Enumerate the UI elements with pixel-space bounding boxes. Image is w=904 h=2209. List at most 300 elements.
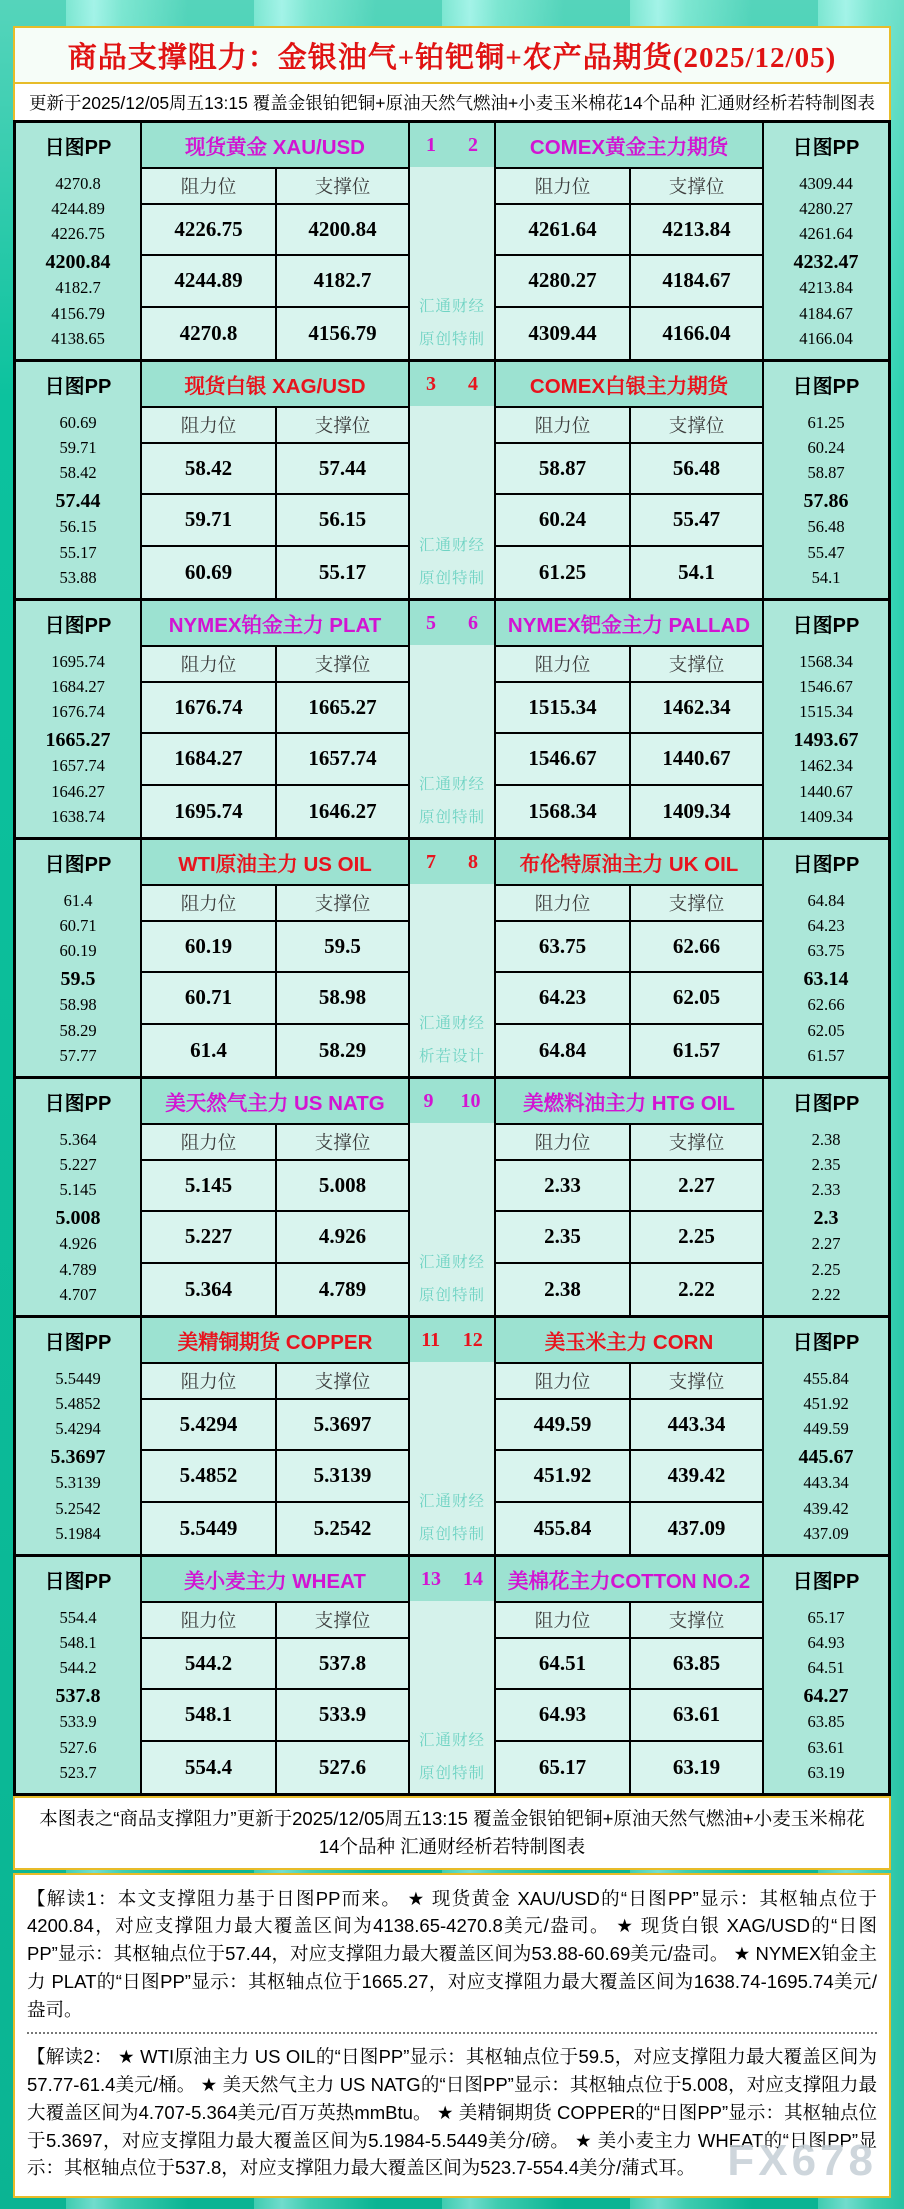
- pp-value: 65.17: [807, 1607, 845, 1627]
- panel-right: [496, 123, 762, 359]
- panel-right: [496, 840, 762, 1076]
- pp-values-left: [16, 167, 140, 359]
- panel-index-left: 13: [421, 1567, 441, 1590]
- support-value: 2.22: [629, 1264, 762, 1315]
- resistance-value: 64.23: [496, 973, 629, 1024]
- panel-index-right: 2: [468, 133, 478, 156]
- pp-values-right: [764, 1601, 888, 1793]
- pp-value: 1646.27: [51, 781, 105, 801]
- pp-value: 5.227: [59, 1155, 97, 1174]
- pp-value: 4226.75: [51, 224, 105, 244]
- huitong-watermark: [410, 533, 494, 598]
- note-2: 【解读2： ★ WTI原油主力 US OIL的“日图PP”显示：其枢轴点位于59.5，对应支撑阻力最大覆盖区间为57.77-61.4美元/桶。 ★ 美天然气主力 US NATG的“日图PP”显示：其枢轴点位于5.008，对应支撑阻力最大覆盖区间为4.707-5.364美元/百万英热mmBtu。 ★ 美精铜期货 COPPER的“日图PP”显示：其枢轴点位于5.3697，对应支撑阻力最大覆盖区间为5.1984-5.5449美分/磅。 ★ 美小麦主力 WHEAT的“日图PP”显示：其枢轴点位于537.8，对应支撑阻力最大覆盖区间为523.7-554.4美分/蒲式耳。: [27, 2046, 877, 2179]
- pp-value: 2.35: [811, 1155, 841, 1174]
- support-value: 2.25: [629, 1212, 762, 1263]
- panel-index-right: 6: [468, 611, 478, 634]
- panel-index-left: 5: [426, 611, 436, 634]
- resistance-value: 4280.27: [496, 256, 629, 307]
- resistance-value: 1546.67: [496, 734, 629, 785]
- panel-index-left: 7: [426, 850, 436, 873]
- support-header: 支撑位: [629, 886, 762, 922]
- daily-pp-column-right: [762, 601, 888, 837]
- sr-table-right: [496, 886, 762, 1076]
- resistance-value: 58.87: [496, 444, 629, 495]
- pp-pivot-value: 59.5: [60, 967, 96, 990]
- resistance-header: 阻力位: [142, 886, 275, 922]
- resistance-value: 60.69: [184, 559, 233, 584]
- resistance-value: 1568.34: [528, 798, 597, 823]
- support-value: 54.1: [629, 547, 762, 598]
- pp-value: 1638.74: [51, 806, 105, 826]
- daily-pp-label: 日图PP: [792, 136, 860, 159]
- resistance-header: 阻力位: [496, 1364, 629, 1400]
- pp-values-left: [16, 1362, 140, 1554]
- resistance-header: 阻力位: [142, 1603, 275, 1639]
- panel-index-right: 8: [468, 850, 478, 873]
- index-column: [408, 1557, 496, 1793]
- support-header: 支撑位: [629, 169, 762, 205]
- sr-table-right: [496, 1603, 762, 1793]
- support-value: 58.29: [275, 1025, 408, 1076]
- daily-pp-column-right: [762, 1557, 888, 1793]
- daily-pp-label: 日图PP: [44, 1092, 112, 1115]
- pp-value: 62.05: [807, 1020, 845, 1040]
- resistance-header: 阻力位: [142, 1364, 275, 1400]
- sr-table-left: [142, 169, 408, 359]
- pp-value: 64.51: [807, 1658, 845, 1678]
- instrument-name-left: 现货白银 XAG/USD: [142, 362, 408, 408]
- sr-table-left: [142, 1603, 408, 1793]
- commodity-row: [16, 362, 888, 601]
- daily-pp-column-right: [762, 840, 888, 1076]
- pp-value: 60.24: [807, 438, 845, 457]
- panel-left: [142, 1318, 408, 1554]
- resistance-value: 61.25: [538, 559, 587, 584]
- daily-pp-column-right: [762, 1079, 888, 1315]
- pp-pivot-value: 2.3: [813, 1206, 839, 1229]
- resistance-value: 2.33: [496, 1161, 629, 1212]
- pp-value: 61.57: [807, 1045, 845, 1065]
- watermark-line1: 汇通财经: [418, 537, 485, 554]
- watermark-line2: 原创特制: [418, 1526, 485, 1543]
- support-header: 支撑位: [275, 1125, 408, 1161]
- sr-table-right: [496, 169, 762, 359]
- pp-value: 1440.67: [799, 781, 853, 801]
- support-value: 2.27: [629, 1161, 762, 1212]
- pp-value: 63.75: [807, 941, 845, 961]
- sr-table-right: [496, 1364, 762, 1554]
- commodity-row: [16, 123, 888, 362]
- support-header: 支撑位: [629, 1364, 762, 1400]
- pp-value: 62.66: [807, 995, 845, 1015]
- resistance-value: 5.4852: [142, 1451, 275, 1502]
- panel-index-right: 14: [463, 1567, 483, 1590]
- pp-value: 58.98: [59, 995, 97, 1015]
- instrument-name-left: 美精铜期货 COPPER: [142, 1318, 408, 1364]
- pp-values-left: [16, 1123, 140, 1315]
- resistance-value: 1515.34: [496, 683, 629, 734]
- support-header: 支撑位: [275, 886, 408, 922]
- instrument-name-right: 布伦特原油主力 UK OIL: [496, 840, 762, 886]
- support-value: 1440.67: [629, 734, 762, 785]
- support-header: 支撑位: [629, 408, 762, 444]
- support-header: 支撑位: [275, 408, 408, 444]
- pp-pivot-value: 1665.27: [45, 728, 111, 751]
- instrument-name-right: COMEX白银主力期货: [496, 362, 762, 408]
- pp-value: 5.364: [59, 1129, 97, 1149]
- index-column: [408, 362, 496, 598]
- daily-pp-column-left: [16, 601, 142, 837]
- support-value: 62.05: [629, 973, 762, 1024]
- pp-value: 455.84: [803, 1368, 849, 1388]
- panel-left: [142, 1557, 408, 1793]
- support-header: 支撑位: [629, 1125, 762, 1161]
- pp-value: 443.34: [803, 1473, 849, 1493]
- panel-index-right: 4: [468, 372, 478, 395]
- pp-value: 544.2: [59, 1658, 97, 1678]
- support-value: 56.48: [629, 444, 762, 495]
- resistance-value: 4226.75: [142, 205, 275, 256]
- commodity-row: [16, 1318, 888, 1557]
- daily-pp-column-left: [16, 1318, 142, 1554]
- pp-value: 1409.34: [799, 806, 853, 826]
- pp-value: 5.1984: [55, 1523, 101, 1543]
- page-title: 商品支撑阻力：金银油气+铂钯铜+农产品期货(2025/12/05): [13, 26, 891, 84]
- pp-pivot-value: 57.44: [55, 489, 101, 512]
- support-value: 5.3697: [275, 1400, 408, 1451]
- instrument-name-left: 美小麦主力 WHEAT: [142, 1557, 408, 1603]
- pp-value: 2.33: [811, 1180, 841, 1200]
- pp-value: 5.5449: [55, 1368, 101, 1388]
- resistance-value: 4244.89: [142, 256, 275, 307]
- daily-pp-column-left: [16, 362, 142, 598]
- commodity-row: [16, 840, 888, 1079]
- pp-value: 5.4294: [55, 1419, 101, 1439]
- sr-table-right: [496, 1125, 762, 1315]
- pp-value: 4270.8: [55, 173, 101, 193]
- panel-index-right: 12: [462, 1328, 483, 1351]
- resistance-value: 5.364: [184, 1276, 233, 1301]
- pp-value: 4213.84: [799, 278, 853, 298]
- resistance-header: 阻力位: [496, 647, 629, 683]
- support-header: 支撑位: [629, 647, 762, 683]
- panel-indices: [410, 123, 494, 167]
- pp-pivot-value: 4200.84: [45, 250, 111, 273]
- pp-value: 61.4: [63, 890, 93, 910]
- pp-value: 4261.64: [799, 224, 853, 244]
- pp-pivot-value: 5.008: [55, 1206, 101, 1229]
- panel-index-left: 3: [426, 372, 436, 395]
- index-column: [408, 1318, 496, 1554]
- resistance-value: 59.71: [142, 495, 275, 546]
- daily-pp-label: 日图PP: [792, 1092, 860, 1115]
- pp-value: 4166.04: [799, 328, 853, 348]
- daily-pp-label: 日图PP: [44, 853, 112, 876]
- panel-right: [496, 1079, 762, 1315]
- pp-value: 4184.67: [799, 303, 853, 323]
- pp-values-right: [764, 645, 888, 837]
- support-value: 61.57: [629, 1025, 762, 1076]
- resistance-header: 阻力位: [496, 169, 629, 205]
- sr-table-right: [496, 408, 762, 598]
- resistance-value: 64.51: [496, 1639, 629, 1690]
- daily-pp-label: 日图PP: [44, 136, 112, 159]
- watermark-line2: 原创特制: [418, 1287, 485, 1304]
- pp-value: 56.48: [807, 517, 845, 537]
- daily-pp-label: 日图PP: [792, 614, 860, 637]
- watermark-line2: 原创特制: [418, 331, 485, 348]
- resistance-header: 阻力位: [496, 886, 629, 922]
- pp-value: 53.88: [59, 567, 97, 587]
- resistance-value: 5.4294: [142, 1400, 275, 1451]
- support-value: 4182.7: [275, 256, 408, 307]
- pp-value: 451.92: [803, 1394, 849, 1413]
- support-value: 537.8: [275, 1639, 408, 1690]
- infographic-page: [13, 26, 891, 2198]
- pp-value: 60.19: [59, 941, 97, 961]
- support-value: 59.5: [275, 922, 408, 973]
- pp-value: 449.59: [803, 1419, 849, 1439]
- pp-value: 554.4: [59, 1607, 97, 1627]
- watermark-line1: 汇通财经: [418, 1732, 485, 1749]
- panel-indices: [410, 840, 494, 884]
- watermark-line1: 汇通财经: [418, 298, 485, 315]
- huitong-watermark: [410, 294, 494, 359]
- resistance-value: 58.42: [142, 444, 275, 495]
- support-value: 55.17: [275, 547, 408, 598]
- daily-pp-label: 日图PP: [792, 1570, 860, 1593]
- resistance-value: 61.4: [190, 1037, 227, 1062]
- pp-values-right: [764, 1362, 888, 1554]
- pp-value: 533.9: [59, 1712, 97, 1732]
- support-header: 支撑位: [275, 169, 408, 205]
- pp-pivot-value: 5.3697: [50, 1445, 106, 1468]
- pp-pivot-value: 537.8: [55, 1684, 101, 1707]
- resistance-value: 451.92: [496, 1451, 629, 1502]
- resistance-header: 阻力位: [496, 1125, 629, 1161]
- panel-right: [496, 601, 762, 837]
- pp-values-left: [16, 1601, 140, 1793]
- resistance-value: 5.145: [142, 1161, 275, 1212]
- sr-table-left: [142, 647, 408, 837]
- panel-indices: [410, 1079, 494, 1123]
- pp-value: 63.85: [807, 1712, 845, 1732]
- pp-value: 527.6: [59, 1737, 97, 1757]
- support-value: 1646.27: [275, 786, 408, 837]
- resistance-value: 1695.74: [174, 798, 243, 823]
- huitong-watermark: [410, 1011, 494, 1076]
- daily-pp-label: 日图PP: [792, 375, 860, 398]
- resistance-value: 1684.27: [142, 734, 275, 785]
- panel-indices: [410, 1318, 494, 1362]
- support-value: 57.44: [275, 444, 408, 495]
- pp-value: 59.71: [59, 438, 97, 457]
- resistance-value: 60.24: [496, 495, 629, 546]
- pp-value: 5.2542: [55, 1498, 101, 1518]
- support-value: 527.6: [275, 1742, 408, 1793]
- resistance-value: 60.19: [142, 922, 275, 973]
- resistance-header: 阻力位: [496, 408, 629, 444]
- panel-right: [496, 362, 762, 598]
- pp-value: 1462.34: [799, 756, 853, 776]
- support-value: 437.09: [629, 1503, 762, 1554]
- resistance-header: 阻力位: [142, 1125, 275, 1161]
- pp-values-left: [16, 406, 140, 598]
- pp-value: 1676.74: [51, 702, 105, 722]
- support-value: 4156.79: [275, 308, 408, 359]
- panel-indices: [410, 601, 494, 645]
- index-column: [408, 123, 496, 359]
- panel-left: [142, 840, 408, 1076]
- support-value: 443.34: [629, 1400, 762, 1451]
- pp-pivot-value: 64.27: [803, 1684, 849, 1707]
- resistance-value: 64.93: [496, 1690, 629, 1741]
- daily-pp-column-right: [762, 362, 888, 598]
- pp-value: 437.09: [803, 1523, 849, 1543]
- resistance-value: 554.4: [184, 1754, 233, 1779]
- commodity-row: [16, 1557, 888, 1793]
- support-header: 支撑位: [275, 647, 408, 683]
- resistance-value: 2.35: [496, 1212, 629, 1263]
- daily-pp-label: 日图PP: [792, 853, 860, 876]
- pp-value: 4.707: [59, 1284, 97, 1304]
- watermark-line1: 汇通财经: [418, 776, 485, 793]
- resistance-value: 60.71: [142, 973, 275, 1024]
- resistance-value: 544.2: [142, 1639, 275, 1690]
- pp-value: 523.7: [59, 1762, 97, 1782]
- pp-value: 55.17: [59, 542, 97, 562]
- pp-pivot-value: 1493.67: [793, 728, 859, 751]
- index-column: [408, 840, 496, 1076]
- pp-values-right: [764, 884, 888, 1076]
- fx678-watermark: FX678: [727, 2136, 877, 2185]
- pp-value: 60.69: [59, 412, 97, 432]
- pp-value: 4.926: [59, 1234, 97, 1254]
- support-value: 1657.74: [275, 734, 408, 785]
- daily-pp-column-left: [16, 123, 142, 359]
- pp-value: 2.22: [811, 1284, 841, 1304]
- pp-value: 63.61: [807, 1737, 845, 1757]
- update-subtitle: 更新于2025/12/05周五13:15 覆盖金银铂钯铜+原油天然气燃油+小麦玉米棉花14个品种 汇通财经析若特制图表: [13, 84, 891, 120]
- instrument-name-right: 美玉米主力 CORN: [496, 1318, 762, 1364]
- pp-value: 2.38: [811, 1129, 841, 1149]
- resistance-header: 阻力位: [496, 1603, 629, 1639]
- pp-value: 1657.74: [51, 756, 105, 776]
- pp-value: 61.25: [807, 412, 845, 432]
- support-value: 439.42: [629, 1451, 762, 1502]
- pp-value: 5.3139: [55, 1473, 101, 1493]
- watermark-line1: 汇通财经: [418, 1493, 485, 1510]
- pp-value: 55.47: [807, 542, 845, 562]
- support-value: 4.926: [275, 1212, 408, 1263]
- daily-pp-column-left: [16, 1079, 142, 1315]
- pp-pivot-value: 63.14: [803, 967, 849, 990]
- pp-value: 58.87: [807, 463, 845, 483]
- support-value: 1665.27: [275, 683, 408, 734]
- resistance-value: 65.17: [538, 1754, 587, 1779]
- support-value: 1409.34: [629, 786, 762, 837]
- pp-value: 54.1: [811, 567, 841, 587]
- resistance-header: 阻力位: [142, 169, 275, 205]
- pp-values-left: [16, 884, 140, 1076]
- pp-value: 5.145: [59, 1180, 97, 1200]
- resistance-value: 449.59: [496, 1400, 629, 1451]
- instrument-name-left: 现货黄金 XAU/USD: [142, 123, 408, 169]
- support-value: 4213.84: [629, 205, 762, 256]
- daily-pp-label: 日图PP: [792, 1331, 860, 1354]
- note-1: 【解读1：本文支撑阻力基于日图PP而来。 ★ 现货黄金 XAU/USD的“日图PP”显示：其枢轴点位于4200.84，对应支撑阻力最大覆盖区间为4138.65-4270.8美元/盎司。 ★ 现货白银 XAG/USD的“日图PP”显示：其枢轴点位于57.44，对应支撑阻力最大覆盖区间为53.88-60.69美元/盎司。 ★ NYMEX铂金主力 PLAT的“日图PP”显示：其枢轴点位于1665.27，对应支撑阻力最大覆盖区间为1638.74-1695.74美元/盎司。: [27, 1887, 877, 2020]
- support-value: 58.98: [275, 973, 408, 1024]
- daily-pp-label: 日图PP: [44, 1570, 112, 1593]
- resistance-value: 63.75: [496, 922, 629, 973]
- panel-indices: [410, 1557, 494, 1601]
- panel-index-left: 1: [426, 133, 436, 156]
- footer-summary: 本图表之“商品支撑阻力”更新于2025/12/05周五13:15 覆盖金银铂钯铜+原油天然气燃油+小麦玉米棉花14个品种 汇通财经析若特制图表: [13, 1796, 891, 1870]
- instrument-name-right: COMEX黄金主力期货: [496, 123, 762, 169]
- resistance-value: 1676.74: [142, 683, 275, 734]
- pp-value: 64.23: [807, 916, 845, 935]
- panel-left: [142, 1079, 408, 1315]
- support-value: 56.15: [275, 495, 408, 546]
- pp-pivot-value: 57.86: [803, 489, 849, 512]
- daily-pp-label: 日图PP: [44, 1331, 112, 1354]
- panel-right: [496, 1557, 762, 1793]
- pp-values-right: [764, 167, 888, 359]
- support-value: 4184.67: [629, 256, 762, 307]
- watermark-line2: 原创特制: [418, 1765, 485, 1782]
- daily-pp-label: 日图PP: [44, 375, 112, 398]
- support-header: 支撑位: [629, 1603, 762, 1639]
- pp-value: 2.27: [811, 1234, 841, 1254]
- support-value: 63.19: [629, 1742, 762, 1793]
- instrument-name-left: WTI原油主力 US OIL: [142, 840, 408, 886]
- pp-value: 56.15: [59, 517, 97, 537]
- support-value: 5.3139: [275, 1451, 408, 1502]
- support-value: 5.008: [275, 1161, 408, 1212]
- pp-value: 4280.27: [799, 199, 853, 218]
- huitong-watermark: [410, 1728, 494, 1793]
- support-value: 4.789: [275, 1264, 408, 1315]
- pp-value: 1684.27: [51, 677, 105, 696]
- support-header: 支撑位: [275, 1364, 408, 1400]
- pp-value: 4.789: [59, 1259, 97, 1279]
- pp-values-left: [16, 645, 140, 837]
- pp-value: 548.1: [59, 1633, 97, 1652]
- pp-value: 58.29: [59, 1020, 97, 1040]
- support-value: 533.9: [275, 1690, 408, 1741]
- support-value: 5.2542: [275, 1503, 408, 1554]
- sr-table-left: [142, 408, 408, 598]
- resistance-value: 455.84: [533, 1515, 592, 1540]
- daily-pp-column-right: [762, 1318, 888, 1554]
- pp-value: 4138.65: [51, 328, 105, 348]
- huitong-watermark: [410, 1489, 494, 1554]
- pp-value: 63.19: [807, 1762, 845, 1782]
- watermark-line1: 汇通财经: [418, 1254, 485, 1271]
- resistance-value: 4309.44: [528, 320, 597, 345]
- watermark-line2: 原创特制: [418, 570, 485, 587]
- pp-value: 439.42: [803, 1498, 849, 1518]
- huitong-watermark: [410, 1250, 494, 1315]
- huitong-watermark: [410, 772, 494, 837]
- pp-pivot-value: 4232.47: [793, 250, 859, 273]
- pp-values-right: [764, 1123, 888, 1315]
- instrument-name-right: 美燃料油主力 HTG OIL: [496, 1079, 762, 1125]
- support-value: 62.66: [629, 922, 762, 973]
- support-value: 55.47: [629, 495, 762, 546]
- resistance-header: 阻力位: [142, 647, 275, 683]
- daily-pp-label: 日图PP: [44, 614, 112, 637]
